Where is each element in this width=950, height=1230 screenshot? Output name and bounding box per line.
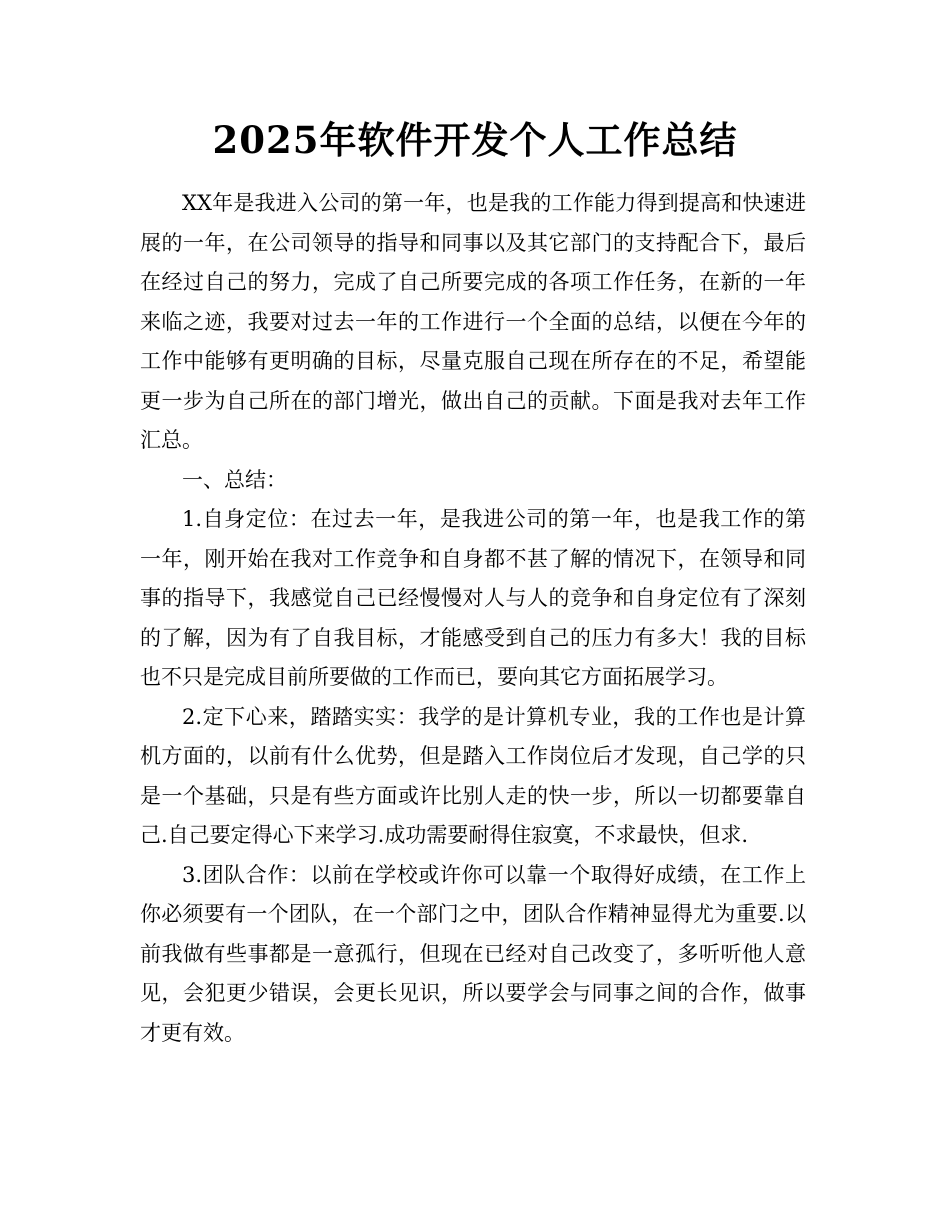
paragraph-section-heading: 一、总结：	[182, 467, 287, 492]
document-body	[140, 184, 806, 1053]
document-title: 2025年软件开发个人工作总结	[212, 118, 738, 162]
paragraph-self-positioning: 1.自身定位：在过去一年，是我进公司的第一年，也是我工作的第一年，刚开始在我对工作竞争和自身都不甚了解的情况下，在领导和同事的指导下，我感觉自己已经慢慢对人与人的竞争和自身定位有了深刻的了解，因为有了自我目标，才能感受到自己的压力有多大！我的目标也不只是完成目前所要做的工作而已，要向其它方面拓展学习。	[140, 507, 806, 689]
paragraph-intro: XX年是我进入公司的第一年，也是我的工作能力得到提高和快速进展的一年，在公司领导的指导和同事以及其它部门的支持配合下，最后在经过自己的努力，完成了自己所要完成的各项工作任务，在新的一年来临之迹，我要对过去一年的工作进行一个全面的总结，以便在今年的工作中能够有更明确的目标，尽量克服自己现在所存在的不足，希望能更一步为自己所在的部门增光，做出自己的贡献。下面是我对去年工作汇总。	[140, 191, 806, 452]
paragraph-teamwork: 3.团队合作：以前在学校或许你可以靠一个取得好成绩，在工作上你必须要有一个团队，在一个部门之中，团队合作精神显得尤为重要.以前我做有些事都是一意孤行，但现在已经对自己改变了，多听听他人意见，会犯更少错误，会更长见识，所以要学会与同事之间的合作，做事才更有效。	[140, 862, 806, 1045]
paragraph-settle-down: 2.定下心来，踏踏实实：我学的是计算机专业，我的工作也是计算机方面的，以前有什么优势，但是踏入工作岗位后才发现，自己学的只是一个基础，只是有些方面或许比别人走的快一步，所以一切都要靠自己.自己要定得心下来学习.成功需要耐得住寂寞，不求最快，但求.	[140, 704, 806, 847]
